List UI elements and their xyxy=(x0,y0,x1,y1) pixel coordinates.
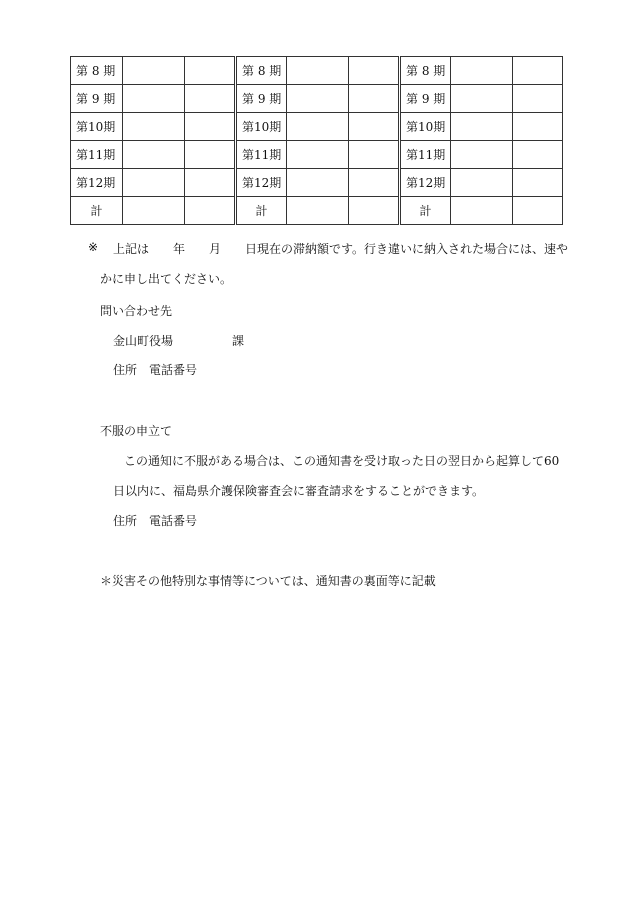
amount-cell xyxy=(349,141,399,169)
period-label: 第12期 xyxy=(71,169,123,197)
period-label: 第11期 xyxy=(401,141,451,169)
amount-cell xyxy=(287,141,349,169)
amount-cell xyxy=(185,141,235,169)
amount-cell xyxy=(451,141,513,169)
footnote: ＊災害その他特別な事情等については、通知書の裏面等に記載 xyxy=(100,574,436,588)
period-label: 第10期 xyxy=(401,113,451,141)
amount-cell xyxy=(513,141,563,169)
period-label: 第 8 期 xyxy=(401,57,451,85)
amount-cell xyxy=(287,169,349,197)
amount-cell xyxy=(185,113,235,141)
period-row xyxy=(71,113,563,141)
amount-cell xyxy=(349,57,399,85)
total-label: 計 xyxy=(237,197,287,225)
amount-cell xyxy=(123,85,185,113)
period-row xyxy=(71,141,563,169)
amount-cell xyxy=(349,169,399,197)
amount-cell xyxy=(451,113,513,141)
appeal-line-2: 日以内に、福島県介護保険審査会に審査請求をすることができます。 xyxy=(113,484,485,498)
period-label: 第10期 xyxy=(237,113,287,141)
note-line-1: 上記は 年 月 日現在の滞納額です。行き違いに納入された場合には、速や xyxy=(113,242,569,256)
amount-cell xyxy=(513,169,563,197)
amount-cell xyxy=(451,169,513,197)
amount-cell xyxy=(123,57,185,85)
amount-cell xyxy=(451,57,513,85)
amount-cell xyxy=(513,85,563,113)
amount-cell xyxy=(123,141,185,169)
amount-cell xyxy=(349,197,399,225)
period-row xyxy=(71,85,563,113)
amount-cell xyxy=(287,197,349,225)
amount-cell xyxy=(123,113,185,141)
total-label: 計 xyxy=(401,197,451,225)
period-label: 第11期 xyxy=(237,141,287,169)
amount-cell xyxy=(513,57,563,85)
appeal-line-1: この通知に不服がある場合は、この通知書を受け取った日の翌日から起算して60 xyxy=(124,454,560,468)
amount-cell xyxy=(349,113,399,141)
period-label: 第12期 xyxy=(401,169,451,197)
amount-cell xyxy=(451,85,513,113)
inquiry-section: 課 xyxy=(232,334,245,348)
amount-cell xyxy=(185,169,235,197)
period-label: 第 9 期 xyxy=(401,85,451,113)
amount-cell xyxy=(513,197,563,225)
amount-cell xyxy=(349,85,399,113)
amount-cell xyxy=(513,113,563,141)
amount-cell xyxy=(185,85,235,113)
inquiry-address: 住所 電話番号 xyxy=(113,363,198,377)
amount-cell xyxy=(185,57,235,85)
note-line-2: かに申し出てください。 xyxy=(100,272,233,286)
period-amounts-table xyxy=(70,56,563,225)
period-label: 第11期 xyxy=(71,141,123,169)
appeal-heading: 不服の申立て xyxy=(100,424,173,438)
period-label: 第 8 期 xyxy=(71,57,123,85)
inquiry-office: 金山町役場 xyxy=(113,334,174,348)
inquiry-heading: 問い合わせ先 xyxy=(100,304,173,318)
period-label: 第 9 期 xyxy=(237,85,287,113)
period-label: 第 9 期 xyxy=(71,85,123,113)
period-row xyxy=(71,169,563,197)
period-label: 第12期 xyxy=(237,169,287,197)
amount-cell xyxy=(185,197,235,225)
amount-cell xyxy=(287,57,349,85)
amount-cell xyxy=(287,85,349,113)
period-row xyxy=(71,57,563,85)
amount-cell xyxy=(123,197,185,225)
period-label: 第 8 期 xyxy=(237,57,287,85)
note-mark: ※ xyxy=(88,240,99,254)
amount-cell xyxy=(287,113,349,141)
amount-cell xyxy=(123,169,185,197)
appeal-address: 住所 電話番号 xyxy=(113,514,198,528)
period-label: 第10期 xyxy=(71,113,123,141)
total-row xyxy=(71,197,563,225)
total-label: 計 xyxy=(71,197,123,225)
amount-cell xyxy=(451,197,513,225)
